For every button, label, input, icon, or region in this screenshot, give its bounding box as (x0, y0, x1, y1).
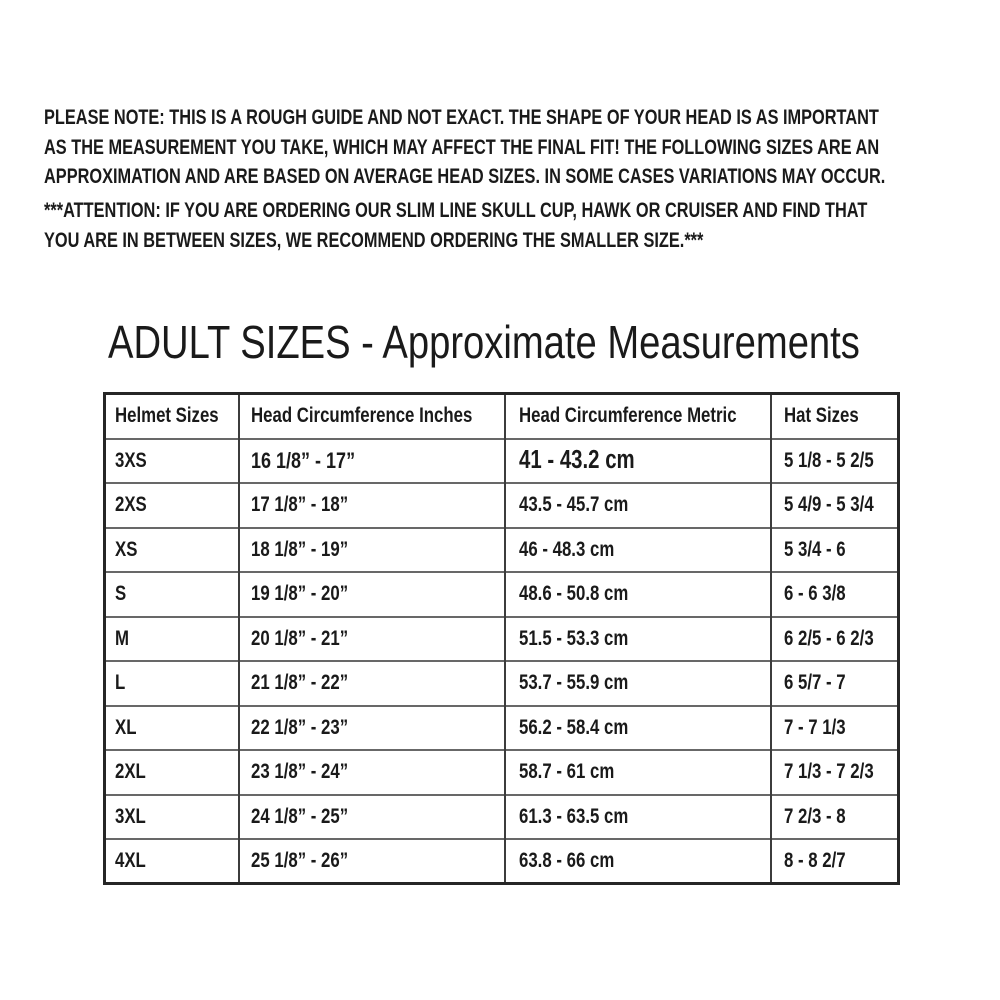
hat-size-cell: 5 4/9 - 5 3/4 (771, 483, 899, 528)
inches-cell: 22 1/8” - 23” (239, 706, 505, 751)
helmet-size-cell: 3XL (105, 795, 239, 840)
metric-cell: 46 - 48.3 cm (505, 528, 771, 573)
table-row (105, 706, 899, 751)
helmet-size-cell: S (105, 572, 239, 617)
helmet-size-cell: XL (105, 706, 239, 751)
hat-size-cell: 8 - 8 2/7 (771, 839, 899, 884)
note-line-3: APPROXIMATION AND ARE BASED ON AVERAGE HEAD SIZES. IN SOME CASES VARIATIONS MAY OCCUR. (44, 164, 886, 188)
note-line-2: AS THE MEASUREMENT YOU TAKE, WHICH MAY AFFECT THE FINAL FIT! THE FOLLOWING SIZES ARE AN (44, 134, 880, 159)
table-row (105, 795, 899, 840)
header-helmet-sizes: Helmet Sizes (105, 394, 239, 439)
helmet-size-cell: M (105, 617, 239, 662)
table-header-row (105, 394, 899, 439)
table-row (105, 439, 899, 484)
inches-cell: 21 1/8” - 22” (239, 661, 505, 706)
inches-cell: 17 1/8” - 18” (239, 483, 505, 528)
hat-size-cell: 6 5/7 - 7 (771, 661, 899, 706)
metric-cell: 51.5 - 53.3 cm (505, 617, 771, 662)
size-table (103, 392, 900, 885)
hat-size-cell: 6 - 6 3/8 (771, 572, 899, 617)
metric-cell: 63.8 - 66 cm (505, 839, 771, 884)
hat-size-cell: 7 2/3 - 8 (771, 795, 899, 840)
inches-cell: 25 1/8” - 26” (239, 839, 505, 884)
table-row (105, 572, 899, 617)
hat-size-cell: 5 3/4 - 6 (771, 528, 899, 573)
helmet-size-cell: 3XS (105, 439, 239, 484)
note-line-1: PLEASE NOTE: THIS IS A ROUGH GUIDE AND NOT EXACT. THE SHAPE OF YOUR HEAD IS AS IMPORTANT (44, 105, 879, 129)
inches-cell: 18 1/8” - 19” (239, 528, 505, 573)
hat-size-cell: 7 - 7 1/3 (771, 706, 899, 751)
metric-cell: 41 - 43.2 cm (505, 439, 771, 484)
attention-line-1: ***ATTENTION: IF YOU ARE ORDERING OUR SLIM LINE SKULL CUP, HAWK OR CRUISER AND FIND THAT (44, 198, 868, 222)
header-head-circumference-inches: Head Circumference Inches (239, 394, 505, 439)
metric-cell: 58.7 - 61 cm (505, 750, 771, 795)
metric-cell: 61.3 - 63.5 cm (505, 795, 771, 840)
metric-cell: 53.7 - 55.9 cm (505, 661, 771, 706)
hat-size-cell: 6 2/5 - 6 2/3 (771, 617, 899, 662)
inches-cell: 20 1/8” - 21” (239, 617, 505, 662)
table-row (105, 750, 899, 795)
inches-cell: 24 1/8” - 25” (239, 795, 505, 840)
helmet-size-cell: XS (105, 528, 239, 573)
page-title (108, 316, 1000, 368)
helmet-size-cell: L (105, 661, 239, 706)
table-row (105, 839, 899, 884)
helmet-size-cell: 2XL (105, 750, 239, 795)
inches-cell: 19 1/8” - 20” (239, 572, 505, 617)
please-note-paragraph (44, 103, 1000, 192)
metric-cell: 43.5 - 45.7 cm (505, 483, 771, 528)
inches-cell: 16 1/8” - 17” (239, 439, 505, 484)
table-row (105, 528, 899, 573)
header-hat-sizes: Hat Sizes (771, 394, 899, 439)
attention-paragraph (44, 196, 1000, 255)
metric-cell: 56.2 - 58.4 cm (505, 706, 771, 751)
attention-line-2: YOU ARE IN BETWEEN SIZES, WE RECOMMEND ORDERING THE SMALLER SIZE.*** (44, 227, 704, 252)
table-row (105, 483, 899, 528)
table-row (105, 617, 899, 662)
helmet-size-cell: 4XL (105, 839, 239, 884)
hat-size-cell: 5 1/8 - 5 2/5 (771, 439, 899, 484)
table-row (105, 661, 899, 706)
helmet-size-cell: 2XS (105, 483, 239, 528)
inches-cell: 23 1/8” - 24” (239, 750, 505, 795)
hat-size-cell: 7 1/3 - 7 2/3 (771, 750, 899, 795)
metric-cell: 48.6 - 50.8 cm (505, 572, 771, 617)
header-head-circumference-metric: Head Circumference Metric (505, 394, 771, 439)
page-title-text: ADULT SIZES - Approximate Measurements (108, 316, 860, 368)
